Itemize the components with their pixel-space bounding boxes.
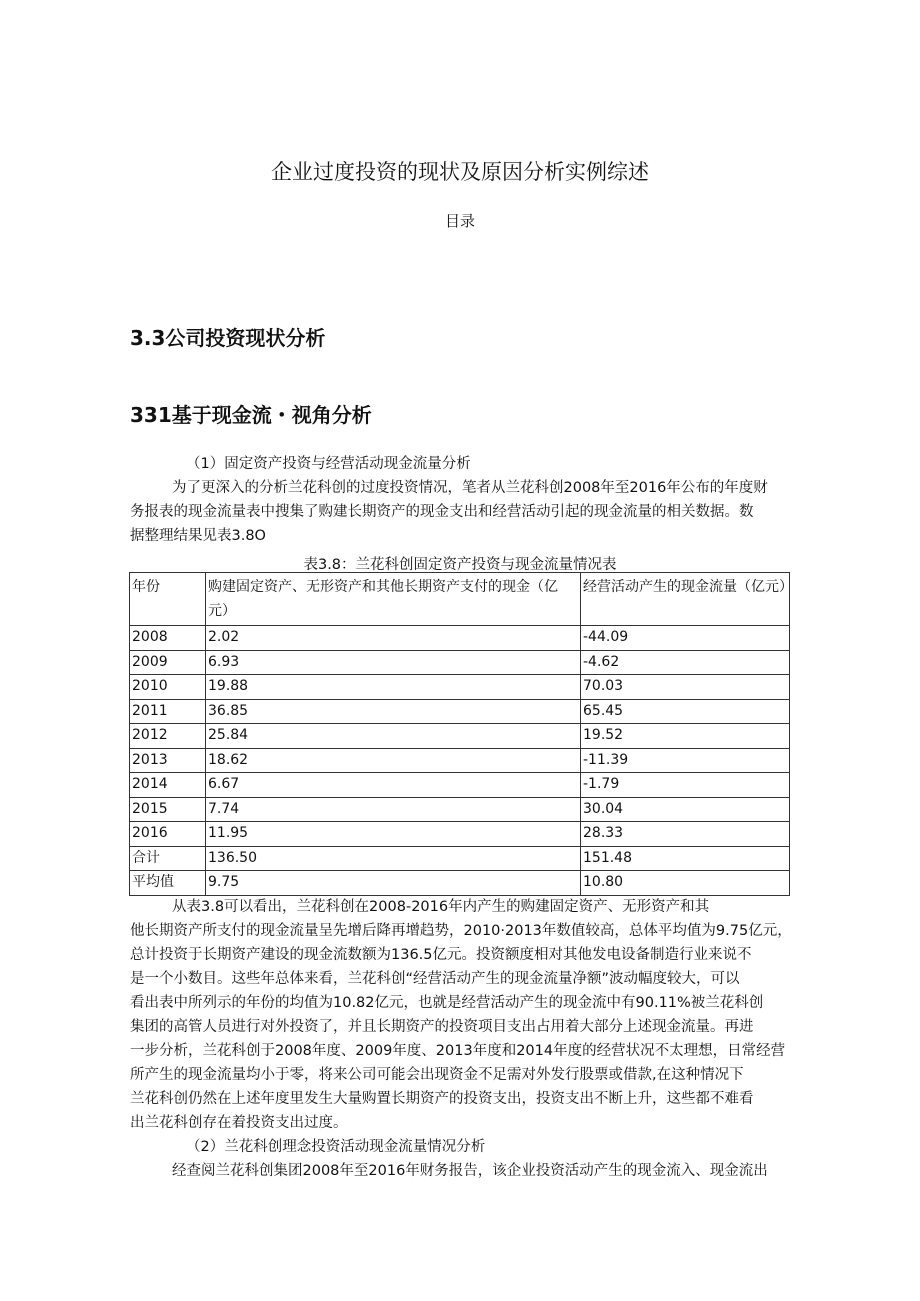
para2-line: 兰花科创仍然在上述年度里发生大量购置长期资产的投资支出，投资支出不断上升，这些都不难看 (130, 1091, 754, 1107)
cell-operating-cashflow: 70.03 (581, 675, 790, 700)
table-row (130, 699, 790, 724)
cell-operating-cashflow: 28.33 (581, 822, 790, 847)
cell-year: 2013 (130, 748, 206, 773)
table-row (130, 773, 790, 798)
table-row (130, 724, 790, 749)
cell-year: 2011 (130, 699, 206, 724)
cell-year: 2014 (130, 773, 206, 798)
table-caption: 表3.8：兰花科创固定资产投资与现金流量情况表 (303, 557, 617, 573)
cell-operating-cashflow: 19.52 (581, 724, 790, 749)
cell-investment: 6.67 (206, 773, 581, 798)
table-header-row (130, 573, 790, 626)
part1-heading: （1）固定资产投资与经营活动现金流量分析 (186, 456, 471, 472)
cell-year: 合计 (130, 846, 206, 871)
header-year: 年份 (130, 573, 206, 626)
cell-operating-cashflow: 10.80 (581, 871, 790, 896)
cell-year: 2012 (130, 724, 206, 749)
cell-investment: 6.93 (206, 650, 581, 675)
table-row (130, 871, 790, 896)
table-row (130, 797, 790, 822)
para2-line: 出兰花科创存在着投资支出过度。 (130, 1115, 348, 1131)
cell-year: 2008 (130, 626, 206, 651)
cell-year: 2015 (130, 797, 206, 822)
para2-line: 他长期资产所支付的现金流量呈先增后降再增趋势，2010·2013年数值较高，总体平均值为9.75亿元， (130, 923, 792, 939)
document-title: 企业过度投资的现状及原因分析实例综述 (271, 160, 649, 184)
para2-line: 所产生的现金流量均小于零，将来公司可能会出现资金不足需对外发行股票或借款,在这种情况下 (130, 1067, 744, 1083)
para2-line: 集团的高管人员进行对外投资了，并且长期资产的投资项目支出占用着大部分上述现金流量。再进 (130, 1019, 754, 1035)
cell-operating-cashflow: 151.48 (581, 846, 790, 871)
header-operating-cashflow: 经营活动产生的现金流量（亿元） (581, 573, 790, 626)
cell-investment: 11.95 (206, 822, 581, 847)
section-heading: 3.3公司投资现状分析 (130, 326, 326, 350)
cell-operating-cashflow: -4.62 (581, 650, 790, 675)
cell-operating-cashflow: 30.04 (581, 797, 790, 822)
para3-line: 经查阅兰花科创集团2008年至2016年财务报告，该企业投资活动产生的现金流入、现金流出 (172, 1163, 768, 1179)
para2-line: 一步分析，兰花科创于2008年度、2009年度、2013年度和2014年度的经营状况不太理想，日常经营 (130, 1043, 786, 1059)
subsection-heading: 331基于现金流・视角分析 (130, 403, 372, 427)
cell-investment: 9.75 (206, 871, 581, 896)
table-row (130, 675, 790, 700)
table-row (130, 822, 790, 847)
para2-line: 总计投资于长期资产建设的现金流数额为136.5亿元。投资额度相对其他发电设备制造行业来说不 (130, 947, 752, 963)
para2-line: 从表3.8可以看出，兰花科创在2008-2016年内产生的购建固定资产、无形资产和其 (172, 899, 710, 915)
data-table (129, 572, 793, 896)
cell-operating-cashflow: -44.09 (581, 626, 790, 651)
cell-investment: 25.84 (206, 724, 581, 749)
cell-investment: 136.50 (206, 846, 581, 871)
para2-line: 是一个小数目。这些年总体来看，兰花科创“经营活动产生的现金流量净额”波动幅度较大，可以 (130, 971, 740, 987)
cell-investment: 7.74 (206, 797, 581, 822)
para1-line: 为了更深入的分析兰花科创的过度投资情况，笔者从兰花科创2008年至2016年公布的年度财 (172, 480, 768, 496)
header-investment: 购建固定资产、无形资产和其他长期资产支付的现金（亿元） (206, 573, 581, 626)
table-row (130, 846, 790, 871)
cell-operating-cashflow: -11.39 (581, 748, 790, 773)
cell-year: 平均值 (130, 871, 206, 896)
cell-operating-cashflow: 65.45 (581, 699, 790, 724)
table-row (130, 626, 790, 651)
para2-line: 看出表中所列示的年份的均值为10.82亿元，也就是经营活动产生的现金流中有90.11%被兰花科创 (130, 995, 764, 1011)
cell-operating-cashflow: -1.79 (581, 773, 790, 798)
para1-line: 据整理结果见表3.8O (130, 528, 266, 544)
part2-heading: （2）兰花科创理念投资活动现金流量情况分析 (186, 1139, 486, 1155)
table-row (130, 748, 790, 773)
cell-investment: 36.85 (206, 699, 581, 724)
cell-year: 2016 (130, 822, 206, 847)
cell-investment: 19.88 (206, 675, 581, 700)
cell-year: 2009 (130, 650, 206, 675)
cell-year: 2010 (130, 675, 206, 700)
table-row (130, 650, 790, 675)
cell-investment: 18.62 (206, 748, 581, 773)
cell-investment: 2.02 (206, 626, 581, 651)
para1-line: 务报表的现金流量表中搜集了购建长期资产的现金支出和经营活动引起的现金流量的相关数据。数 (130, 504, 754, 520)
toc-heading: 目录 (444, 212, 475, 230)
